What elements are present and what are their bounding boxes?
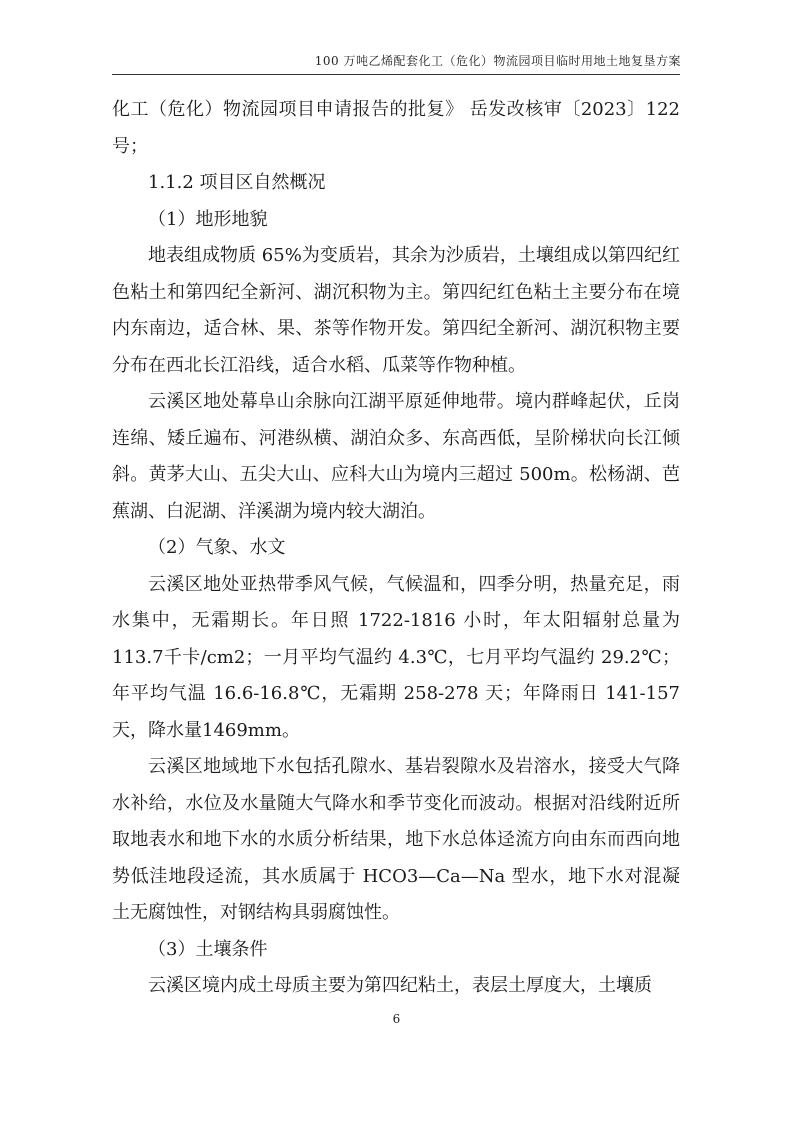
- paragraph-terrain-2: 云溪区地处幕阜山余脉向江湖平原延伸地带。境内群峰起伏，丘岗连绵、矮丘遍布、河港纵横、湖泊众多、东高西低，呈阶梯状向长江倾斜。黄茅大山、五尖大山、应科大山为境内三超过 500m。松杨湖、芭蕉湖、白泥湖、洋溪湖为境内较大湖泊。: [112, 391, 680, 522]
- page-number: 6: [392, 1012, 401, 1026]
- continuation-paragraph: 化工（危化）物流园项目申请报告的批复》 岳发改核审〔2023〕122号；: [112, 99, 680, 157]
- subsection-heading-terrain: （1）地形地貌: [148, 208, 268, 230]
- page-body: [112, 92, 680, 1005]
- subsection-heading-soil: （3）土壤条件: [148, 938, 268, 960]
- section-heading: 1.1.2 项目区自然概况: [148, 172, 326, 193]
- paragraph-terrain-1: 地表组成物质 65%为变质岩，其余为沙质岩，土壤组成以第四纪红色粘土和第四纪全新河、湖沉积物为主。第四纪红色粘土主要分布在境内东南边，适合林、果、茶等作物开发。第四纪全新河、湖沉积物主要分布在西北长江沿线，适合水稻、瓜菜等作物种植。: [112, 245, 680, 376]
- paragraph-soil: 云溪区境内成土母质主要为第四纪粘土，表层土厚度大，土壤质: [148, 975, 652, 996]
- subsection-heading-climate: （2）气象、水文: [148, 537, 286, 558]
- header-divider: [112, 74, 680, 75]
- paragraph-hydrology: 云溪区地域地下水包括孔隙水、基岩裂隙水及岩溶水，接受大气降水补给，水位及水量随大气降水和季节变化而波动。根据对沿线附近所取地表水和地下水的水质分析结果，地下水总体迳流方向由东而西向地势低洼地段迳流，其水质属于 HCO3—Ca—Na 型水，地下水对混凝土无腐蚀性，对钢结构具弱腐蚀性。: [112, 756, 680, 923]
- paragraph-climate: 云溪区地处亚热带季风气候，气候温和，四季分明，热量充足，雨水集中，无霜期长。年日照 1722-1816 小时，年太阳辐射总量为 113.7千卡/cm2；一月平均气温约 4.3℃，七月平均气温约 29.2℃；年平均气温 16.6-16.8℃，无霜期 258-278 天；年降雨日 141-157 天，降水量1469mm。: [112, 573, 680, 741]
- running-header: 100 万吨乙烯配套化工（危化）物流园项目临时用地土地复垦方案: [314, 54, 681, 68]
